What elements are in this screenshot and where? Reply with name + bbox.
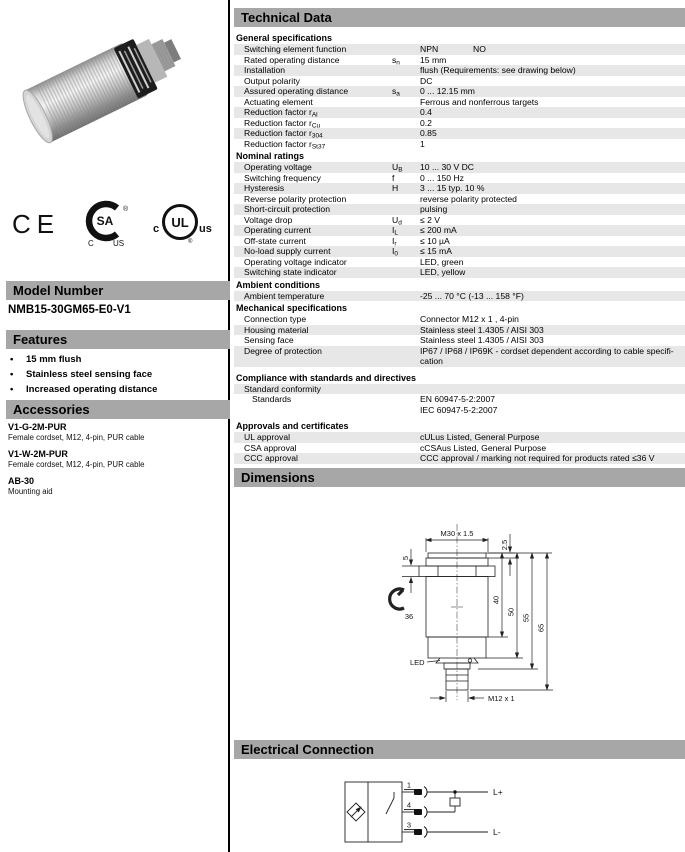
spec-label: Switching state indicator: [244, 267, 337, 277]
ul-mark-icon: [150, 198, 212, 250]
technical-sections: [234, 31, 685, 464]
spec-label: Hysteresis: [244, 183, 285, 193]
svg-text:50: 50: [506, 607, 516, 617]
spec-value: LED, green: [420, 256, 464, 267]
svg-text:55: 55: [521, 613, 531, 623]
spec-value: Stainless steel 1.4305 / AISI 303: [420, 324, 544, 335]
spec-label: Housing material: [244, 324, 309, 335]
spec-value: DC: [420, 75, 433, 86]
spec-symbol: [392, 97, 420, 108]
spec-label: Output polarity: [244, 75, 300, 86]
electrical-header: Electrical Connection: [234, 740, 685, 759]
spec-value: flush (Requirements: see drawing below): [420, 65, 576, 75]
accessory-item: [8, 477, 220, 496]
spec-value: [420, 384, 685, 395]
spec-row: [234, 346, 685, 367]
spec-label: Actuating element: [244, 96, 313, 107]
accessory-name: V1-G-2M-PUR: [8, 422, 67, 432]
spec-symbol: [392, 107, 420, 118]
spec-label: Standard conformity: [244, 383, 321, 394]
spec-row: [234, 118, 685, 129]
spec-value: -25 ... 70 °C (-13 ... 158 °F): [420, 290, 524, 301]
spec-label: Standards: [252, 394, 292, 404]
svg-text:1: 1: [406, 780, 412, 790]
section-title: General specifications: [236, 33, 333, 43]
accessory-name: V1-W-2M-PUR: [8, 449, 68, 459]
accessories-header: Accessories: [6, 400, 230, 419]
spec-value-line: IEC 60947-5-2:2007: [420, 404, 498, 415]
spec-symbol: [392, 291, 420, 302]
spec-value: ≤ 200 mA: [420, 225, 457, 235]
technical-data-header: Technical Data: [234, 8, 685, 27]
spec-label: Switching element function: [244, 44, 347, 54]
csa-mark-icon: [79, 198, 131, 250]
spec-symbol: $U_d$: [392, 214, 402, 226]
svg-text:4: 4: [406, 800, 412, 810]
spec-symbol: $I_r$: [392, 235, 397, 247]
spec-row: [234, 335, 685, 346]
spec-row: [234, 173, 685, 184]
spec-row: [234, 291, 685, 302]
spec-row: [234, 128, 685, 139]
spec-row: [234, 384, 685, 395]
dimension-drawing: [382, 500, 614, 715]
spec-row: [234, 86, 685, 97]
spec-label: Voltage drop: [244, 214, 293, 225]
spec-value-line: IP67 / IP68 / IP69K - cordset dependent according to cable specifi-: [420, 345, 674, 356]
spec-value: Stainless steel 1.4305 / AISI 303: [420, 335, 544, 345]
dimensions-header: Dimensions: [234, 468, 685, 487]
spec-row: [234, 44, 685, 55]
spec-row: [234, 257, 685, 268]
spec-row: [234, 204, 685, 215]
feature-item: [10, 367, 220, 382]
spec-symbol: [392, 267, 420, 278]
spec-symbol: [392, 118, 420, 129]
left-column: [0, 0, 226, 852]
bullet-icon: •: [10, 384, 14, 395]
accessory-name: AB-30: [8, 476, 35, 486]
spec-symbol: [392, 384, 420, 395]
spec-row: [234, 76, 685, 87]
svg-text:®: ®: [188, 239, 193, 245]
spec-row: [234, 246, 685, 257]
spec-label: Reduction factor $r_{Al}$: [244, 107, 318, 119]
accessory-description: Mounting aid: [8, 486, 53, 496]
spec-row: [234, 97, 685, 108]
spec-row: [234, 325, 685, 336]
spec-value: ≤ 10 µA: [420, 235, 450, 246]
spec-value: 0 ... 150 Hz: [420, 172, 464, 183]
svg-text:40: 40: [491, 595, 501, 605]
spec-row: [234, 314, 685, 325]
svg-text:65: 65: [536, 623, 546, 633]
spec-value: ≤ 2 V: [420, 214, 441, 225]
spec-symbol: [392, 325, 420, 336]
svg-text:L-: L-: [493, 827, 501, 837]
spec-value-b: NO: [473, 44, 486, 54]
model-number-header: Model Number: [6, 281, 230, 300]
spec-row: [234, 394, 685, 415]
spec-value: 0 ... 12.15 mm: [420, 86, 475, 96]
spec-symbol: H: [392, 183, 399, 193]
model-number-value: NMB15-30GM65-E0-V1: [8, 304, 131, 316]
spec-symbol: [392, 76, 420, 87]
section-title: Compliance with standards and directives: [236, 372, 417, 383]
spec-symbol: [392, 443, 420, 454]
spec-row: [234, 267, 685, 278]
spec-row: [234, 236, 685, 247]
spec-label: Reverse polarity protection: [244, 193, 347, 204]
accessory-item: [8, 423, 220, 442]
spec-row: [234, 162, 685, 173]
spec-value: 0.2: [420, 117, 432, 128]
feature-text: Increased operating distance: [26, 384, 158, 395]
spec-symbol: $s_n$: [392, 54, 400, 66]
spec-symbol: [392, 65, 420, 76]
svg-text:c: c: [153, 223, 160, 235]
spec-label: Short-circuit protection: [244, 204, 330, 214]
svg-text:C: C: [88, 239, 94, 248]
spec-symbol: $I_0$: [392, 246, 399, 258]
features-header: Features: [6, 330, 230, 349]
spec-label: CSA approval: [244, 442, 297, 453]
spec-value: 0.4: [420, 107, 432, 117]
section-title: Nominal ratings: [236, 151, 305, 161]
spec-label: Installation: [244, 65, 286, 75]
spec-symbol: [392, 204, 420, 215]
spec-label: Sensing face: [244, 335, 294, 345]
spec-value: Ferrous and nonferrous targets: [420, 96, 539, 107]
spec-symbol: [392, 44, 420, 55]
svg-text:2.5: 2.5: [500, 539, 509, 551]
spec-value: cCSAus Listed, General Purpose: [420, 442, 547, 453]
spec-label: Switching frequency: [244, 172, 321, 183]
feature-text: 15 mm flush: [26, 354, 82, 365]
svg-text:M30 x 1.5: M30 x 1.5: [440, 529, 474, 538]
spec-label: CCC approval: [244, 453, 298, 463]
accessories-list: [8, 419, 220, 496]
spec-label: Degree of protection: [244, 345, 322, 356]
section-title: Mechanical specifications: [236, 303, 348, 313]
spec-symbol: [392, 139, 420, 150]
spec-row: [234, 139, 685, 150]
spec-value-line: cation: [420, 356, 443, 366]
feature-item: [10, 382, 220, 397]
spec-symbol: [392, 314, 420, 325]
svg-text:M12 x 1: M12 x 1: [488, 694, 515, 703]
spec-value: [420, 394, 685, 415]
bullet-icon: •: [10, 369, 14, 380]
spec-symbol: [392, 128, 420, 139]
spec-label: No-load supply current: [244, 246, 331, 256]
spec-label: Reduction factor $r_{304}$: [244, 128, 323, 140]
spec-label: Rated operating distance: [244, 54, 340, 65]
spec-label: Connection type: [244, 314, 307, 324]
spec-row: [234, 183, 685, 194]
spec-value: LED, yellow: [420, 267, 466, 277]
spec-value: 1: [420, 138, 425, 149]
spec-symbol: [392, 335, 420, 346]
section-title: Ambient conditions: [236, 279, 320, 290]
spec-value: CCC approval / marking not required for products rated ≤36 V: [420, 453, 655, 463]
spec-label: Reduction factor $r_{St37}$: [244, 138, 326, 150]
accessory-item: [8, 450, 220, 469]
spec-value-line: EN 60947-5-2:2007: [420, 394, 496, 404]
spec-label: Reduction factor $r_{Cu}$: [244, 117, 321, 129]
bullet-icon: •: [10, 354, 14, 365]
spec-value: reverse polarity protected: [420, 193, 517, 204]
spec-row: [234, 194, 685, 205]
spec-value: cULus Listed, General Purpose: [420, 432, 540, 442]
spec-row: [234, 432, 685, 443]
spec-symbol: [392, 346, 420, 367]
spec-symbol: [392, 194, 420, 205]
spec-value: [420, 346, 685, 367]
spec-label: Ambient temperature: [244, 290, 325, 301]
spec-row: [234, 107, 685, 118]
column-divider: [228, 0, 230, 852]
ce-mark-icon: CE: [12, 208, 61, 239]
spec-value: Connector M12 x 1 , 4-pin: [420, 314, 519, 324]
spec-row: [234, 443, 685, 454]
section-title: Approvals and certificates: [236, 421, 349, 431]
spec-label: Operating voltage indicator: [244, 256, 347, 267]
svg-text:US: US: [113, 239, 125, 248]
spec-value: 15 mm: [420, 54, 447, 65]
feature-text: Stainless steel sensing face: [26, 369, 153, 380]
svg-text:UL: UL: [171, 215, 189, 230]
svg-text:5: 5: [401, 555, 410, 561]
spec-value-a: NPN: [420, 44, 439, 54]
feature-item: [10, 352, 220, 367]
spec-symbol: $U_B$: [392, 162, 403, 174]
svg-text:us: us: [199, 223, 212, 235]
spec-label: Assured operating distance: [244, 86, 349, 96]
spec-row: [234, 55, 685, 66]
svg-text:36: 36: [404, 612, 414, 621]
spec-label: Operating current: [244, 225, 311, 235]
spec-symbol: f: [392, 172, 395, 183]
product-photo: [10, 6, 195, 161]
spec-symbol: [392, 453, 420, 464]
spec-label: Off-state current: [244, 235, 306, 246]
spec-label: Operating voltage: [244, 162, 312, 172]
spec-value: [420, 44, 685, 55]
electrical-diagram: [330, 772, 560, 850]
spec-symbol: [392, 394, 420, 415]
spec-symbol: [392, 257, 420, 268]
spec-value: 0.85: [420, 128, 437, 138]
spec-label: UL approval: [244, 432, 291, 442]
svg-text:SA: SA: [96, 214, 114, 228]
svg-text:L+: L+: [493, 787, 503, 797]
certification-marks: [12, 197, 212, 251]
spec-row: [234, 453, 685, 464]
svg-text:®: ®: [123, 206, 129, 213]
spec-symbol: $I_L$: [392, 225, 399, 237]
spec-value: pulsing: [420, 204, 448, 214]
accessory-description: Female cordset, M12, 4-pin, PUR cable: [8, 432, 145, 442]
spec-symbol: [392, 432, 420, 443]
features-list: [10, 352, 220, 397]
spec-value: 3 ... 15 typ. 10 %: [420, 183, 485, 193]
spec-row: [234, 225, 685, 236]
spec-row: [234, 65, 685, 76]
svg-text:3: 3: [406, 820, 412, 830]
accessory-description: Female cordset, M12, 4-pin, PUR cable: [8, 459, 145, 469]
spec-value: 10 ... 30 V DC: [420, 162, 474, 172]
spec-row: [234, 215, 685, 226]
spec-value: ≤ 15 mA: [420, 246, 452, 256]
spec-symbol: $s_a$: [392, 86, 400, 98]
right-column: [234, 0, 685, 852]
svg-text:LED: LED: [410, 658, 425, 667]
